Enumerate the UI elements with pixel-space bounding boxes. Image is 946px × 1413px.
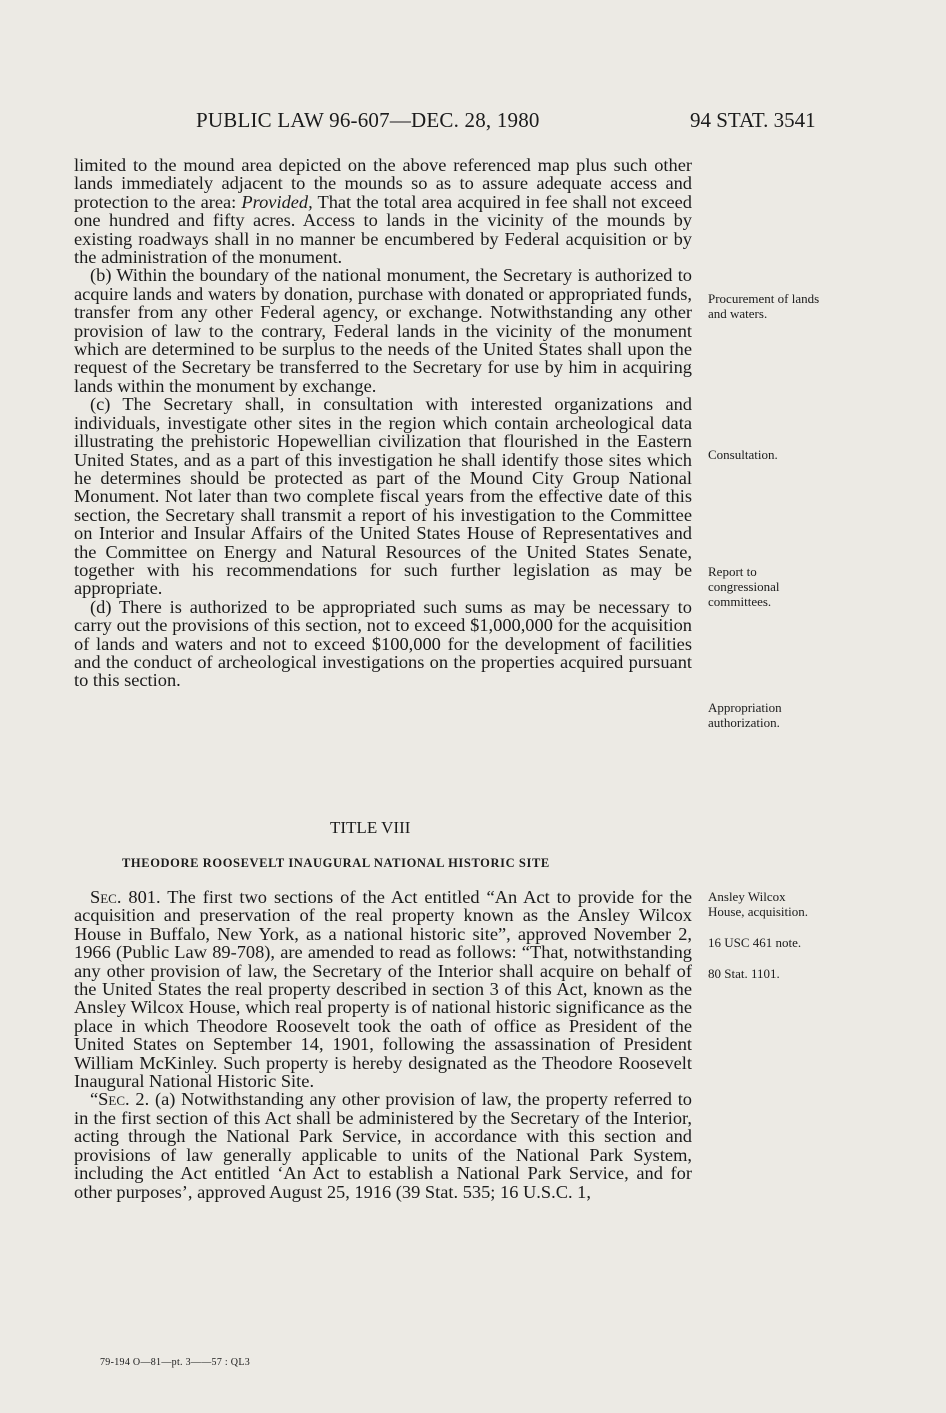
main-text-block <box>74 156 692 690</box>
margin-note-consultation: Consultation. <box>708 447 778 462</box>
paragraph-a-part2: That the total area acquired in fee shall not exceed one hundred and fifty acres. Access to lands in the vicinity of the mounds by existing roadways shall in no manner be encumbered by Federal acquisition or by the administration of the monument. <box>74 191 692 268</box>
print-footer: 79-194 O—81—pt. 3——57 : QL3 <box>100 1357 251 1368</box>
sec-label: Sec. <box>90 887 122 907</box>
margin-note-ansley: Ansley Wilcox House, acquisition. <box>708 889 809 919</box>
paragraph-a <box>74 156 692 266</box>
margin-note-stat: 80 Stat. 1101. <box>708 966 780 981</box>
proviso-word: Provided, <box>241 191 313 212</box>
running-header-stat: 94 STAT. 3541 <box>690 108 816 132</box>
section-2-text: 2. (a) Notwithstanding any other provision of law, the property referred to in the first section of this Act shall be administered by the Secretary of the Interior, acting through the National Park Service, in accordance with this section and provisions of law generally applicable to units of the National Park System, including the Act entitled ‘An Act to establish a National Park Service, and for other purposes’, approved August 25, 1916 (39 Stat. 535; 16 U.S.C. 1, <box>74 1089 692 1202</box>
section-2-paragraph <box>74 1090 692 1200</box>
section-801-text: 801. The first two sections of the Act entitled “An Act to provide for the acquisition and preservation of the real property known as the Ansley Wilcox House in Buffalo, New York, as a national historic site”, approved November 2, 1966 (Public Law 89-708), are amended to read as follows: “That, notwithstanding any other provision of law, the Secretary of the Interior shall acquire on behalf of the United States the real property described in section 3 of this Act, known as the Ansley Wilcox House, which real property is of national historic significance as the place in which Theodore Roosevelt took the oath of office as President of the United States on September 14, 1901, following the assassination of President William McKinley. Such property is hereby designated as the Theodore Roosevelt Inaugural National Historic Site. <box>74 887 692 1092</box>
margin-note-report: Report to congressional committees. <box>708 564 780 609</box>
title-subheading: THEODORE ROOSEVELT INAUGURAL NATIONAL HISTORIC SITE <box>122 856 550 870</box>
paragraph-b: (b) Within the boundary of the national monument, the Secretary is authorized to acquire lands and waters by donation, purchase with donated or appropriated funds, transfer from any other Federal agency, or exchange. Notwithstanding any other provision of law to the contrary, Federal lands in the vicinity of the monument which are determined to be surplus to the needs of the United States shall upon the request of the Secretary be transferred to the Secretary for use by him in acquiring lands within the monument by exchange. <box>74 265 692 396</box>
running-header-law: PUBLIC LAW 96-607—DEC. 28, 1980 <box>196 108 540 132</box>
sec-label: Sec. <box>98 1089 130 1110</box>
margin-note-appropriation: Appropriation authorization. <box>708 700 782 730</box>
open-quote: “ <box>90 1089 99 1110</box>
section-text-block <box>74 888 692 1201</box>
paragraph-c: (c) The Secretary shall, in consultation with interested organizations and individuals, investigate other sites in the region which contain archeological data illustrating the prehistoric Hopewellian civilization that flourished in the Eastern United States, and as a part of this investigation he shall identify those sites which he determines should be protected as part of the Mound City Group National Monument. Not later than two complete fiscal years from the effective date of this section, the Secretary shall transmit a report of his investigation to the Committee on Interior and Insular Affairs of the United States House of Representatives and the Committee on Energy and Natural Resources of the United States Senate, together with his recommendations for such further legislation as may be appropriate. <box>74 394 692 599</box>
paragraph-d: (d) There is authorized to be appropriated such sums as may be necessary to carry out the provisions of this section, not to exceed $1,000,000 for the acquisition of lands and waters and not to exceed $100,000 for the development of facilities and the conduct of archeological investigations on the properties acquired pursuant to this section. <box>74 596 692 691</box>
section-801-paragraph <box>74 888 692 1090</box>
margin-note-usc: 16 USC 461 note. <box>708 935 802 950</box>
margin-note-procurement: Procurement of lands and waters. <box>708 291 820 321</box>
title-heading: TITLE VIII <box>330 818 411 837</box>
paragraph-a-part1: limited to the mound area depicted on the above referenced map plus such other lands immediately adjacent to the mounds so as to assure adequate access and protection to the area: <box>74 155 692 212</box>
